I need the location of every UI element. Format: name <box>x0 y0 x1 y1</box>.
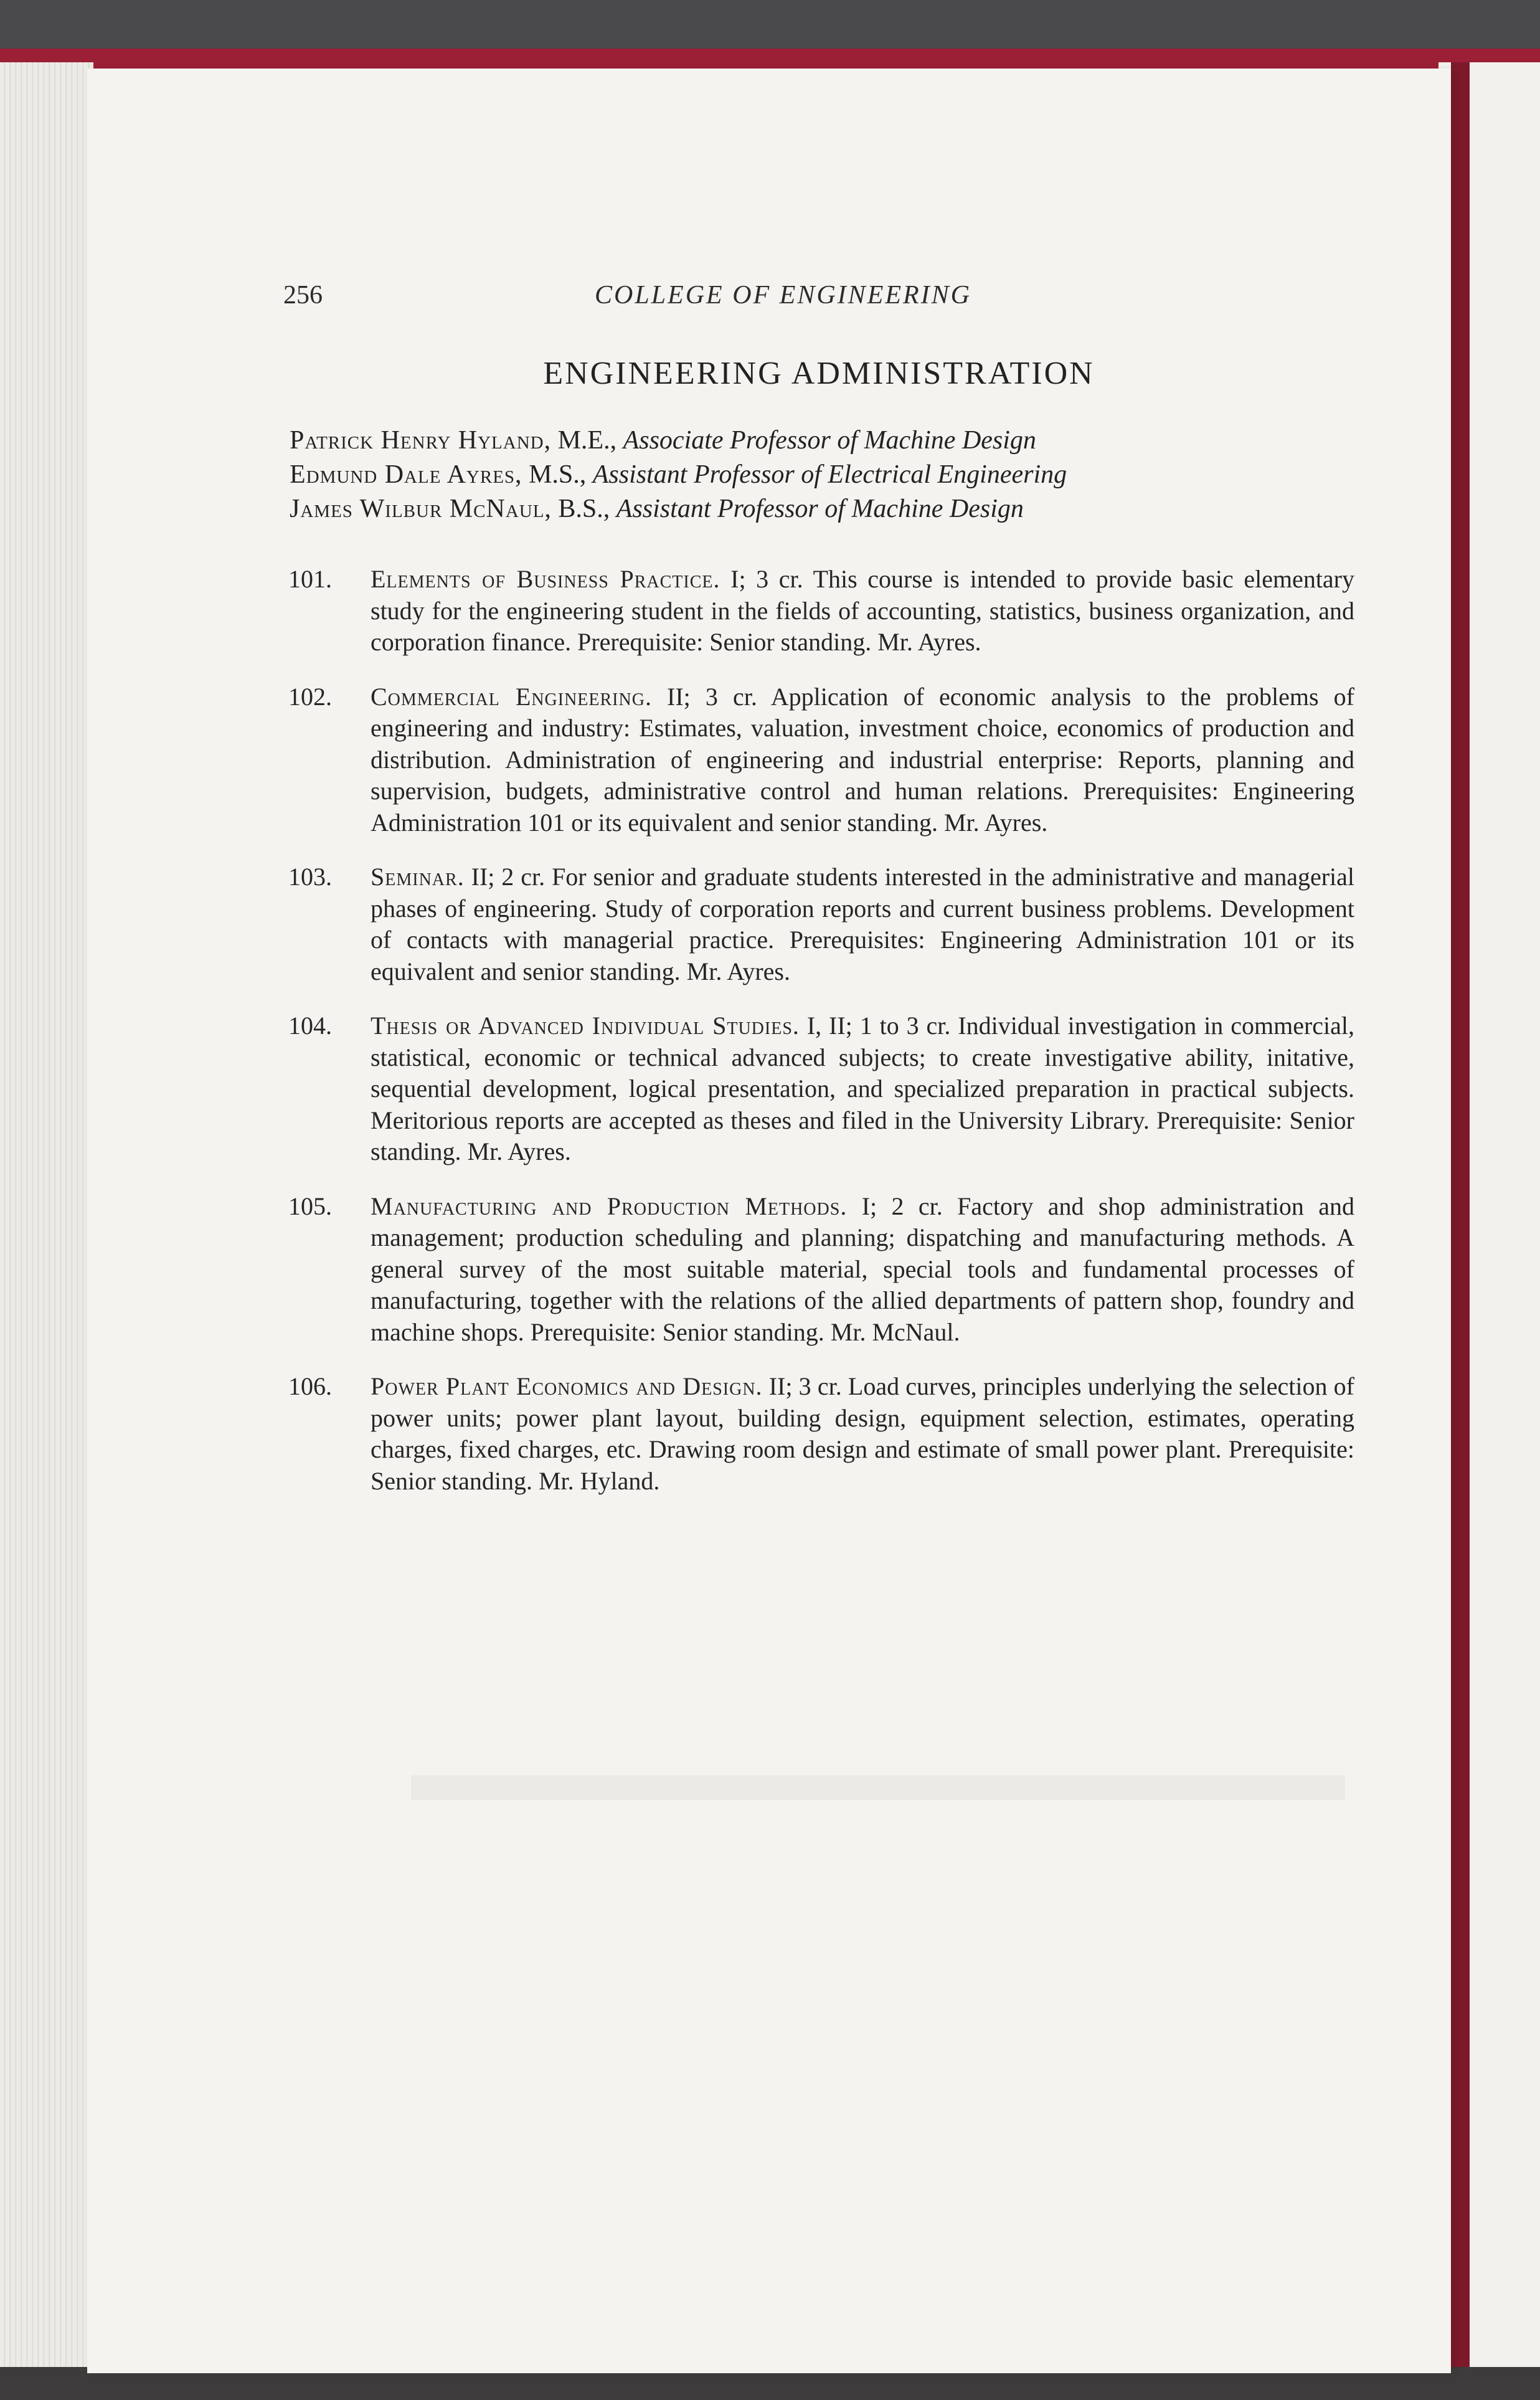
course-description: II; 3 cr. Load curves, principles underlying the selection of power units; power plant layout, building design, equipment selection, estimates, operating charges, fixed charges, etc. Drawing room design and estimate of small power plant. Prerequisite: Senior standing. Mr. Hyland. <box>371 1372 1354 1495</box>
course-entry <box>288 681 1354 839</box>
faculty-list <box>290 424 1361 526</box>
course-title: Commercial Engineering. <box>371 682 652 711</box>
bleed-through-mark <box>411 1775 1345 1800</box>
running-header <box>283 280 1354 318</box>
faculty-name: Edmund Dale Ayres, <box>290 460 522 489</box>
course-entry <box>288 861 1354 987</box>
binding-spine-strip <box>1451 62 1470 2379</box>
faculty-name: James Wilbur McNaul, <box>290 495 552 523</box>
course-title: Seminar. <box>371 863 465 891</box>
section-title: ENGINEERING ADMINISTRATION <box>543 356 1095 391</box>
faculty-title: Associate Professor of Machine Design <box>623 426 1036 455</box>
course-number: 101. <box>288 565 332 593</box>
faculty-degree: M.S., <box>522 460 593 489</box>
course-entry <box>288 564 1354 658</box>
course-title: Power Plant Economics and Design. <box>371 1372 763 1400</box>
course-number: 102. <box>288 682 332 711</box>
course-number: 103. <box>288 863 332 891</box>
course-title: Elements of Business Practice. <box>371 565 720 593</box>
faculty-member <box>290 424 1361 458</box>
faculty-degree: M.E., <box>551 426 623 455</box>
faculty-member <box>290 458 1361 492</box>
course-number: 105. <box>288 1192 332 1220</box>
faculty-name: Patrick Henry Hyland, <box>290 426 552 455</box>
page-number: 256 <box>283 281 323 310</box>
faculty-title: Assistant Professor of Machine Design <box>616 495 1024 523</box>
course-title: Manufacturing and Production Methods. <box>371 1192 848 1220</box>
page-edges-left <box>0 62 93 2379</box>
course-description: II; 3 cr. Application of economic analysis to the problems of engineering and industry: Estimates, valuation, investment choice, economics of production and distribution. Administration of engineering and industrial enterprise: Reports, planning and supervision, budgets, administrative control and human relations. Prerequisites: Engineering Administration 101 or its equivalent and senior standing. Mr. Ayres. <box>371 682 1354 837</box>
running-title: COLLEGE OF ENGINEERING <box>595 281 971 310</box>
course-number: 106. <box>288 1372 332 1400</box>
course-description: II; 2 cr. For senior and graduate students interested in the administrative and managerial phases of engineering. Study of corporation reports and current business problems. Development of contacts with managerial practice. Prerequisites: Engineering Administration 101 or its equivalent and senior standing. Mr. Ayres. <box>371 863 1354 985</box>
course-entry <box>288 1371 1354 1497</box>
faculty-title: Assistant Professor of Electrical Engineering <box>592 460 1067 489</box>
course-entry <box>288 1010 1354 1168</box>
course-description: I, II; 1 to 3 cr. Individual investigation in commercial, statistical, economic or technical advanced subjects; to create investigative ability, initative, sequential development, logical presentation, and specialized preparation in practical subjects. Meritorious reports are accepted as theses and filed in the University Library. Prerequisite: Senior standing. Mr. Ayres. <box>371 1012 1355 1165</box>
course-list <box>288 564 1354 1520</box>
faculty-member <box>290 492 1361 526</box>
course-description: I; 3 cr. This course is intended to provide basic elementary study for the engineering student in the fields of accounting, statistics, business organization, and corporation finance. Prerequisite: Senior standing. Mr. Ayres. <box>371 565 1355 656</box>
course-entry <box>288 1191 1354 1349</box>
course-title: Thesis or Advanced Individual Studies. <box>371 1012 800 1040</box>
course-number: 104. <box>288 1012 332 1040</box>
course-description: I; 2 cr. Factory and shop administration and management; production scheduling and planning; dispatching and manufacturing methods. A general survey of the most suitable material, special tools and fundamental processes of manufacturing, together with the relations of the allied departments of pattern shop, foundry and machine shops. Prerequisite: Senior standing. Mr. McNaul. <box>371 1192 1354 1346</box>
faculty-degree: B.S., <box>551 495 616 523</box>
